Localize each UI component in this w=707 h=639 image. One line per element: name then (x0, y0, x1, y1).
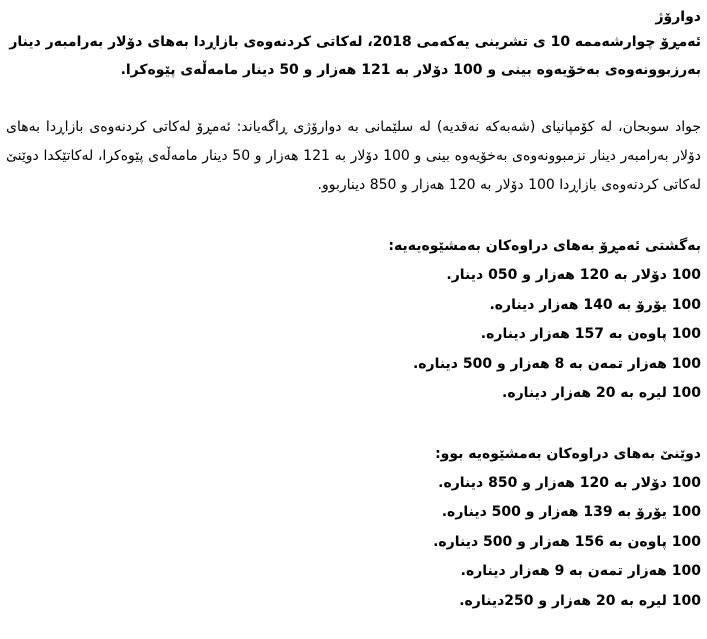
rate-item-lira: 100 لیرە بە 20 هەزار دینارە. (502, 385, 701, 401)
rate-item-toman: 100 هەزار تمەن بە 9 هەزار دینارە. (460, 563, 701, 579)
article-lead: ئەمڕۆ چوارشەممە 10 ی تشرینی یەکەمی 2018، لەکاتی کردنەوەی بازاڕدا بەهای دۆلار بەرامبەر دینار بەرزبوونەوەی بەخۆیەوە بینی و 100 دۆلار بە 121 هەزار و 50 دینار مامەڵەی پێوەکرا. (9, 34, 701, 78)
rate-item-eur: 100 یۆرۆ بە 140 هەزار دینارە. (489, 296, 701, 313)
today-rates-list (6, 261, 701, 409)
rate-item-gbp: 100 پاوەن بە 156 هەزار و 500 دینارە. (433, 533, 701, 550)
rate-item-lira: 100 لیرە بە 20 هەزار و 250دینارە. (459, 592, 701, 609)
yesterday-rates-list (6, 469, 701, 617)
section-spacer (6, 409, 701, 439)
source-label: دوارۆژ (655, 9, 701, 25)
news-article (6, 0, 701, 616)
rate-item-usd: 100 دۆلار بە 120 هەزار و 050 دینار. (446, 267, 701, 283)
rate-item-eur: 100 یۆرۆ بە 139 هەزار و 500 دینارە. (441, 504, 701, 520)
today-rates-section (6, 231, 701, 409)
rate-item-usd: 100 دۆلار بە 120 هەزار و 850 دینارە. (438, 474, 701, 491)
article-body: جواد سوبحان، لە کۆمپانیای (شەبەکە نەقدیە) لە سلێمانی بە دوارۆژی ڕاگەیاند: ئەمڕۆ لەکاتی کردنەوەی بازاڕدا بەهای دۆلار بەرامبەر دینار نزمبوونەوەی بەخۆیەوە بینی و 100 دۆلار بە 121 هەزار و 50 دینار مامەڵەی پێوەکرا، لەکاتێکدا دوێنێ لەکاتی کردنەوەی بازاڕدا 100 دۆلار بە 120 هەزار و 850 دیناربوو. (6, 119, 701, 193)
rate-item-gbp: 100 پاوەن بە 157 هەزار دینارە. (480, 326, 701, 342)
rate-item-toman: 100 هەزار تمەن بە 8 هەزار و 500 دینارە. (412, 355, 701, 372)
yesterday-rates-title: دوێنێ بەهای دراوەکان بەمشێوەیە بوو: (435, 445, 701, 462)
yesterday-rates-section (6, 439, 701, 617)
today-rates-title: بەگشتی ئەمڕۆ بەهای دراوەکان بەمشێوەیەیە: (388, 238, 701, 254)
section-spacer (6, 200, 701, 231)
